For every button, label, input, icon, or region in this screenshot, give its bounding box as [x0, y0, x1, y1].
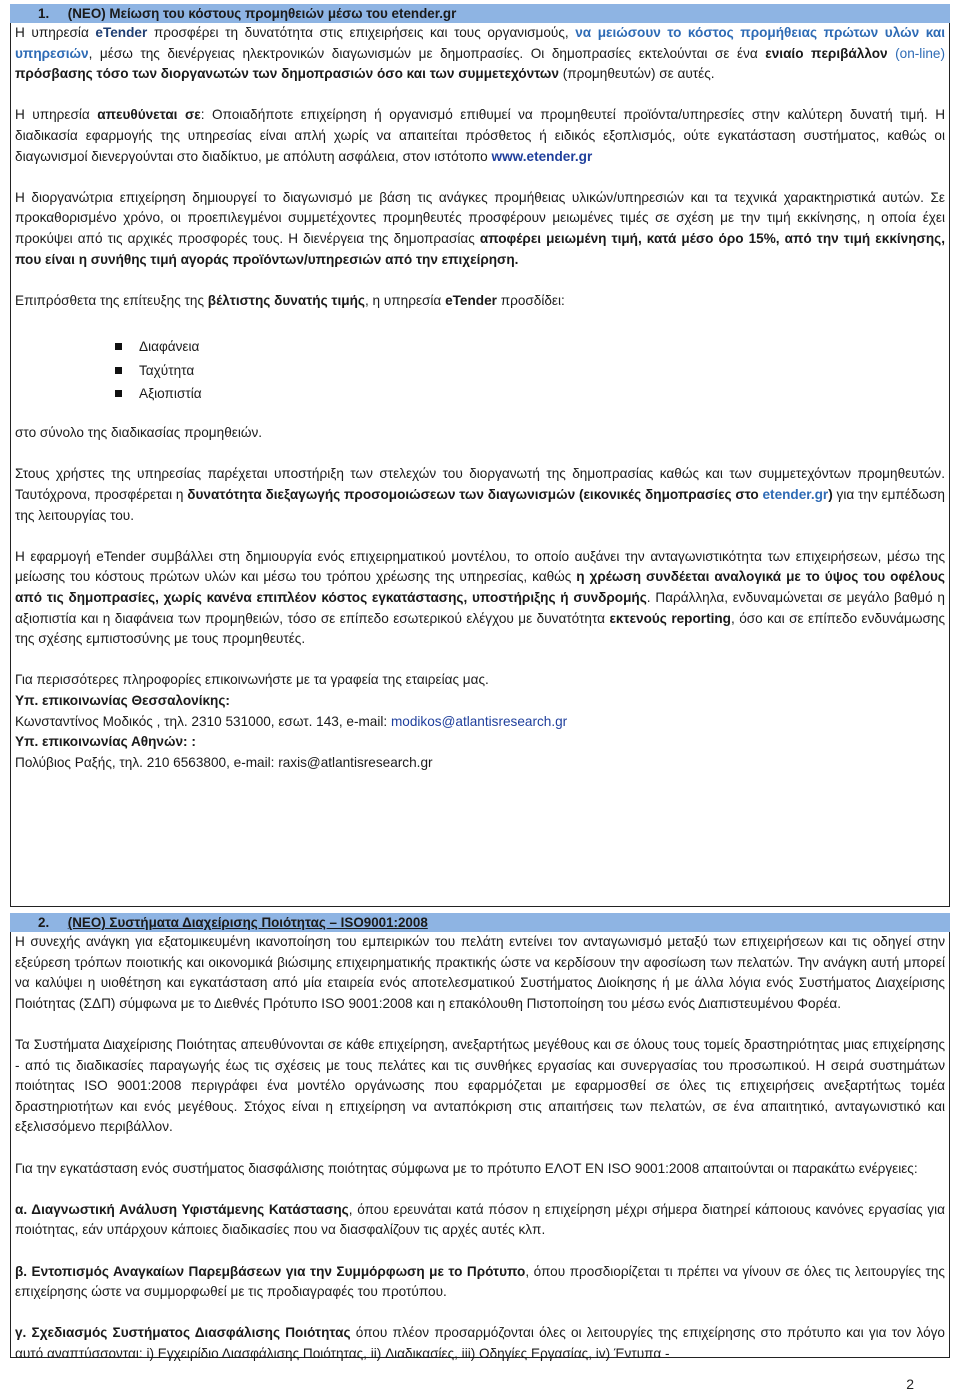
text: Επιπρόσθετα της επίτευξης της — [15, 292, 208, 308]
section-2-content — [11, 932, 949, 1364]
athens-contact-line: Πολύβιος Ραξής, τηλ. 210 6563800, e-mail: raxis@atlantisresearch.gr — [15, 754, 433, 770]
step-c-label: γ. Σχεδιασμός Συστήματος Διασφάλισης Ποιότητας — [15, 1325, 351, 1341]
list-item: Αξιοπιστία — [115, 382, 945, 405]
text: Η υπηρεσία — [15, 107, 98, 123]
section-2-title: (ΝΕΟ) Συστήματα Διαχείρισης Ποιότητας – ISO9001:2008 — [67, 915, 428, 930]
support-paragraph — [15, 464, 945, 526]
business-model-paragraph — [15, 547, 945, 650]
step-b-paragraph — [15, 1262, 945, 1303]
text: Κωνσταντίνος Μοδικός , τηλ. 2310 531000, εσωτ. 143, e-mail: — [15, 713, 391, 729]
step-a-label: α. Διαγνωστική Ανάλυση Υφιστάμενης Κατάστασης — [15, 1201, 349, 1217]
text: Η εφαρμογή eTender συμβάλλει στη δημιουργία ενός επιχειρηματικού μοντέλου, το οποίο αυξάνει την ανταγωνιστικότητα των επιχειρήσεων, μέσω της μείωσης του κόστους πρώτων υλών και μέσω του τρόπου χρέωσης της υπηρεσίας, καθώς — [15, 548, 945, 585]
section-2-number: 2. — [38, 915, 50, 930]
section-1-title: (ΝΕΟ) Μείωση του κόστους προμηθειών μέσω του etender.gr — [67, 6, 457, 21]
thessaloniki-contact-line — [15, 712, 945, 733]
target-audience-paragraph — [15, 105, 945, 167]
iso-scope-paragraph: Τα Συστήματα Διαχείρισης Ποιότητας απευθύνονται σε κάθε επιχείρηση, ανεξαρτήτως μεγέθους και σε όλους τους τομείς δραστηριότητας μιας επιχείρησης - από τις διαδικασίες παραγωγής έως τις σχέσεις με τους πελάτες και τις συνθήκες εργασίας και συνεργασίας του προσωπικού. Η σειρά συστημάτων ποιότητας ISO 9001:2008 περιγράφει ένα μοντέλο οργάνωσης που εφαρμόζεται με εφαρμοσθεί σε όλες τις επιχειρήσεις ανεξαρτήτως τομέα δραστηριοτήτων και ενός μεγέθους. Στόχος είναι η επιχείρηση να ανταπόκριση στις απαιτήσεις των πελατών, σε ένα απαιτητικό, ανταγωνιστικό και εξελισσόμενο περιβάλλον. — [15, 1036, 945, 1135]
text: προσφέρει τη δυνατότητα στις επιχειρήσεις και τους οργανισμούς, — [147, 25, 576, 40]
text: , όσο και σε επίπεδο ενδυνάμωσης της σχέσης εμπιστοσύνης με τους προμηθευτές. — [15, 610, 945, 647]
text: Η διοργανώτρια επιχείρηση δημιουργεί το διαγωνισμό με βάση τις ανάγκες προμήθειας υλικών/υπηρεσιών και τα τεχνικά χαρακτηριστικά αυτών. — [15, 189, 931, 205]
text: Στους χρήστες της υπηρεσίας παρέχεται υποστήριξη των στελεχών του διοργανωτή της δημοπρασίας καθώς και των συμμετεχόντων προμηθευτών. Ταυτόχρονα, προσφέρεται η — [15, 466, 945, 502]
text: (προμηθευτών) σε αυτές. — [558, 66, 715, 82]
text: , όπου προσδιορίζεται τι πρέπει να γίνουν σε όλες τις λειτουργίες της επιχείρησης ώστε να συμμορφωθεί με τις προδιαγραφές του προτύπου. — [15, 1263, 945, 1300]
benefits-intro-paragraph — [15, 291, 945, 312]
etender-intro-paragraph — [15, 23, 945, 85]
text: . Παράλληλα, ενδυναμώνεται σε μεγάλο βαθμό η αξιοπιστία και η διαφάνεια των προμηθειών, τόσο σε επίπεδο εσωτερικού ελέγχου με δυνατότητα — [15, 589, 945, 626]
text: Σε προκαθορισμένο χρόνο, οι προεπιλεγμένοι συμμετέχοντες προμηθευτές προσφέρουν μειωμένες τιμές σε σχέση με την τιμή εκκίνησης, η οποία έχει προκύψει από τις αρχικές προσφορές τους. Η διενέργεια της δημοπρασίας — [15, 189, 945, 246]
thessaloniki-contact-label: Υπ. επικοινωνίας Θεσσαλονίκης: — [15, 692, 230, 708]
list-item: Ταχύτητα — [115, 359, 945, 382]
text: , η υπηρεσία — [364, 292, 446, 308]
iso-steps-intro: Για την εγκατάσταση ενός συστήματος διασφάλισης ποιότητας σύμφωνα με το πρότυπο ΕΛΟΤ EN ISO 9001:2008 απαιτούνται οι παρακάτω ενέργειες: — [15, 1160, 918, 1176]
benefits-list — [15, 335, 945, 405]
thessaloniki-email-link[interactable]: modikos@atlantisresearch.gr — [390, 713, 568, 729]
text: , μέσω της διενέργειας ηλεκτρονικών διαγωνισμών με δημοπρασίες. Οι δημοπρασίες εκτελούνται σε ένα — [88, 45, 766, 61]
etender-brand: eTender — [95, 25, 148, 40]
section-1-title-bar — [10, 4, 950, 23]
section-2-title-bar — [10, 913, 950, 932]
highlight-cost-reduction: να μειώσουν το κόστος προμήθειας πρώτων υλών και υπηρεσιών — [15, 25, 945, 61]
page-number: 2 — [906, 1376, 914, 1392]
highlight-savings: αποφέρει μειωμένη τιμή, κατά μέσο όρο 15%, από την τιμή εκκίνησης, που είναι η συνήθης τιμή αγοράς προϊόντων/υπηρεσιών από την επιχείρηση. — [15, 230, 945, 267]
iso-intro-paragraph: Η συνεχής ανάγκη για εξατομικευμένη ικανοποίηση του εμπειρικών του πελάτη εντείνει τον ανταγωνισμό μεταξύ των επιχειρήσεων και τις οδηγεί στην εξεύρεση τρόπων ποιοτικής και οικονομικά βιώσιμης επιχειρηματικής πρακτικής ώστε να κερδίσουν την αφοσίωση των πελατών. Την ανάγκη αυτή μπορεί να καλύψει η υιοθέτηση και εγκατάσταση από μία εταιρεία ενός αποτελεσματικού Συστήματος Διοίκησης ή με άλλα λόγια ενός Συστήματος Διαχείρισης Ποιότητας (ΣΔΠ) σύμφωνα με το Διεθνές Πρότυπο ISO 9001:2008 και η επακόλουθη Πιστοποίηση του μέσω ενός Διαπιστευμένου Φορέα. — [15, 934, 945, 1011]
highlight-best-price: βέλτιστης δυνατής τιμής — [207, 292, 365, 308]
benefits-outro: στο σύνολο της διαδικασίας προμηθειών. — [15, 425, 263, 441]
highlight-reporting: εκτενούς reporting — [609, 610, 731, 626]
athens-contact-label: Υπ. επικοινωνίας Αθηνών: : — [15, 734, 196, 750]
text: ) — [828, 486, 833, 502]
etender-website-link[interactable]: www.etender.gr — [491, 148, 593, 164]
section-1-box — [10, 4, 950, 907]
text: για την εμπέδωση της λειτουργίας του. — [15, 486, 945, 523]
text: προσδίδει: — [496, 292, 565, 308]
highlight-simulation: δυνατότητα διεξαγωγής προσομοιώσεων των διαγωνισμών (εικονικές δημοπρασίες στο — [187, 486, 763, 502]
text: όπου πλέον προσαρμόζονται όλες οι λειτουργίες της επιχείρησης στο πρότυπο και για τον λόγο αυτό αναπτύσσονται: i) Εγχειρίδιο Διασφάλισης Ποιότητας, ii) Διαδικασίες, iii) Οδηγίες Εργασίας, iv) Έντυπα - — [15, 1325, 945, 1361]
step-b-label: β. Εντοπισμός Αναγκαίων Παρεμβάσεων για την Συμμόρφωση με το Πρότυπο — [15, 1263, 526, 1279]
text: Η διαδικασία εφαρμογής της υπηρεσίας είναι απλή χωρίς να απαιτείται πρόσθετος ή ειδικός εξοπλισμός, ούτε εγκατάσταση συστήματος, καθώς οι διαγωνισμοί διενεργούνται στο διαδίκτυο, με απόλυτη ασφάλεια, στον ιστότοπο — [15, 107, 946, 164]
step-a-paragraph — [15, 1200, 945, 1241]
text: : Οποιαδήποτε επιχείρηση ή οργανισμό επιθυμεί να προμηθευτεί προϊόντα/υπηρεσίες στην καλύτερη δυνατή τιμή. — [200, 107, 936, 123]
text: Η υπηρεσία — [15, 25, 96, 40]
step-c-paragraph — [15, 1323, 945, 1364]
contact-intro: Για περισσότερες πληροφορίες επικοινωνήστε με τα γραφεία της εταιρείας μας. — [15, 672, 489, 688]
list-item: Διαφάνεια — [115, 335, 945, 358]
auction-process-paragraph — [15, 188, 945, 270]
highlight-unified-env: ενιαίο περιβάλλον — [765, 45, 896, 61]
etender-site-link[interactable]: etender.gr — [762, 486, 829, 502]
online-label: (on-line) — [895, 45, 945, 61]
etender-brand: eTender — [445, 292, 497, 308]
highlight-target: απευθύνεται σε — [97, 107, 201, 123]
highlight-pricing: η χρέωση συνδέεται αναλογικά με το ύψος του οφέλους από τις δημοπρασίες, χωρίς κανένα επιπλέον κόστος εγκατάστασης, υποστήριξης ή συνδρομής — [15, 569, 945, 605]
section-1-content — [11, 23, 949, 773]
text: , όπου ερευνάται κατά πόσον η επιχείρηση μέχρι σήμερα διατηρεί κάποιους κανόνες εργασίας για ποιότητας, εάν υπάρχουν κάποιες διαδικασίες που να διασφαλίζουν τις αρχές αυτές κλπ. — [15, 1201, 945, 1238]
section-2-box — [10, 913, 950, 1361]
section-1-number: 1. — [38, 6, 50, 21]
highlight-access: πρόσβασης τόσο των διοργανωτών των δημοπρασιών όσο και των συμμετεχόντων — [15, 66, 559, 82]
